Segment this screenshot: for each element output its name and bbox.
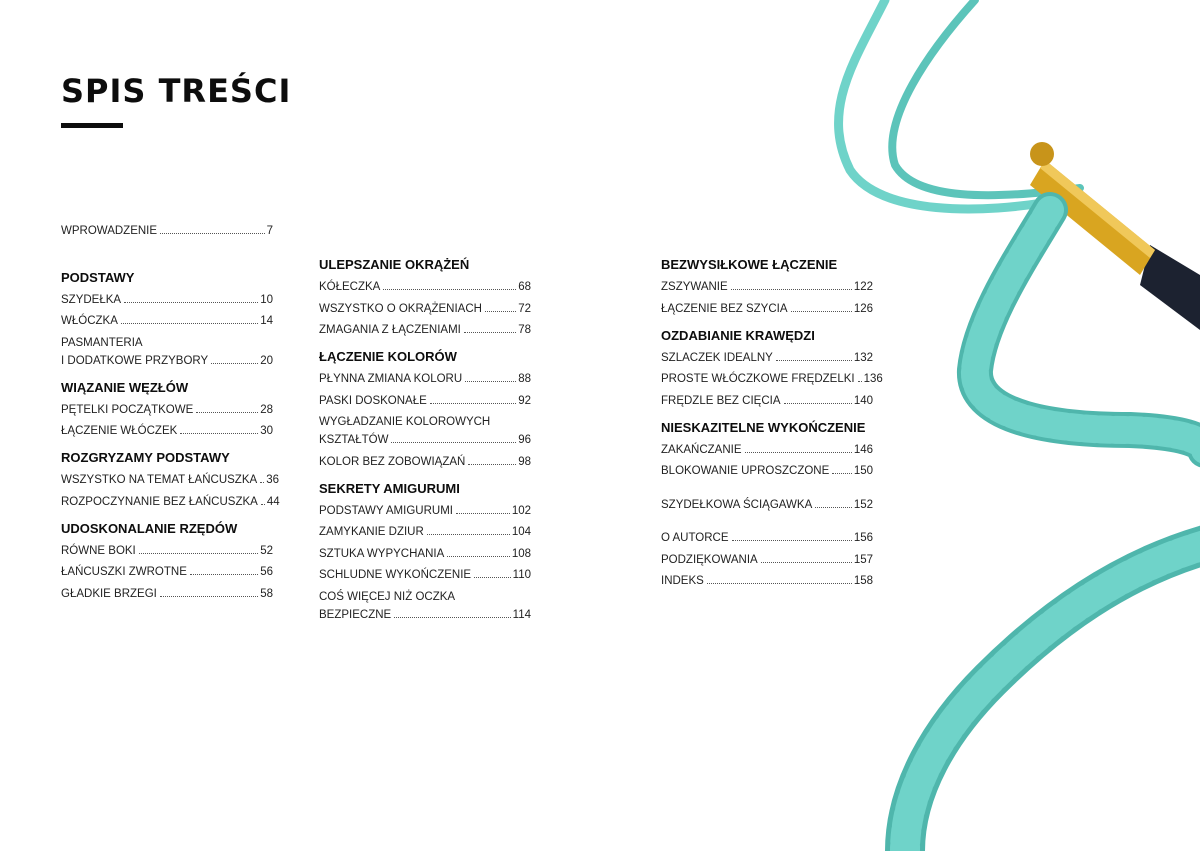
toc-entry[interactable]: PODSTAWY AMIGURUMI 102 [319,504,531,517]
toc-entry[interactable]: PROSTE WŁÓCZKOWE FRĘDZELKI 136 [661,373,883,385]
toc-section-title: UDOSKONALANIE RZĘDÓW [61,520,238,536]
toc-entry[interactable]: PASKI DOSKONAŁE 92 [319,394,531,407]
toc-entry[interactable]: COŚ WIĘCEJ NIŻ OCZKA BEZPIECZNE 114 [319,590,531,621]
toc-entry[interactable]: ZSZYWANIE 122 [661,281,873,293]
toc-section-title: WIĄZANIE WĘZŁÓW [61,379,189,395]
toc-section-title: ULEPSZANIE OKRĄŻEŃ [319,257,470,272]
toc-column-2 [319,245,531,629]
toc-entry[interactable]: GŁADKIE BRZEGI 58 [61,587,273,600]
page-title: SPIS TREŚCI [61,72,292,110]
toc-entry[interactable]: SZLACZEK IDEALNY 132 [661,351,873,364]
toc-section-title: ROZGRYZAMY PODSTAWY [61,450,230,465]
toc-entry[interactable]: ŁAŃCUSZKI ZWROTNE 56 [61,566,273,578]
toc-entry[interactable]: WŁÓCZKA 14 [61,315,273,327]
toc-entry[interactable]: INDEKS 158 [661,575,873,587]
toc-entry[interactable]: ŁĄCZENIE WŁÓCZEK 30 [61,425,273,437]
toc-entry[interactable]: ZMAGANIA Z ŁĄCZENIAMI 78 [319,324,531,336]
toc-entry[interactable]: PODZIĘKOWANIA 157 [661,553,873,566]
toc-column-1 [61,224,280,608]
toc-entry[interactable]: FRĘDZLE BEZ CIĘCIA 140 [661,394,873,407]
toc-entry[interactable]: ROZPOCZYNANIE BEZ ŁAŃCUSZKA 44 [61,495,280,508]
toc-entry[interactable]: WSZYSTKO O OKRĄŻENIACH 72 [319,302,531,315]
toc-entry[interactable]: PŁYNNA ZMIANA KOLORU 88 [319,373,531,385]
toc-section-title: OZDABIANIE KRAWĘDZI [661,327,815,343]
toc-entry[interactable]: O AUTORCE 156 [661,532,873,544]
toc-entry[interactable]: RÓWNE BOKI 52 [61,544,273,557]
toc-entry[interactable]: SZYDEŁKOWA ŚCIĄGAWKA 152 [661,498,873,511]
toc-entry[interactable]: SZTUKA WYPYCHANIA 108 [319,547,531,560]
toc-entry[interactable]: KÓŁECZKA 68 [319,281,531,293]
toc-entry[interactable]: WSZYSTKO NA TEMAT ŁAŃCUSZKA 36 [61,474,279,486]
toc-section-title: PODSTAWY [61,269,135,285]
toc-entry[interactable]: ZAMYKANIE DZIUR 104 [319,526,531,538]
toc-section-title: BEZWYSIŁKOWE ŁĄCZENIE [661,257,838,272]
toc-entry[interactable]: PĘTELKI POCZĄTKOWE 28 [61,403,273,416]
toc-entry[interactable]: PASMANTERIA I DODATKOWE PRZYBORY 20 [61,336,273,367]
toc-entry[interactable]: WYGŁADZANIE KOLOROWYCH KSZTAŁTÓW 96 [319,416,531,446]
crochet-hook-and-yarn-chain-icon [800,0,1200,851]
toc-entry[interactable]: ŁĄCZENIE BEZ SZYCIA 126 [661,302,873,315]
toc-entry[interactable]: KOLOR BEZ ZOBOWIĄZAŃ 98 [319,455,531,468]
toc-entry[interactable]: SCHLUDNE WYKOŃCZENIE 110 [319,569,531,581]
toc-section-title: ŁĄCZENIE KOLORÓW [319,349,457,364]
toc-section-title: NIESKAZITELNE WYKOŃCZENIE [661,419,866,435]
toc-section-title: SEKRETY AMIGURUMI [319,480,460,496]
toc-entry[interactable]: WPROWADZENIE 7 [61,225,273,237]
toc-entry[interactable]: SZYDEŁKA 10 [61,293,273,306]
toc-entry[interactable]: BLOKOWANIE UPROSZCZONE 150 [661,465,873,477]
toc-entry[interactable]: ZAKAŃCZANIE 146 [661,443,873,456]
title-underline [61,123,123,128]
